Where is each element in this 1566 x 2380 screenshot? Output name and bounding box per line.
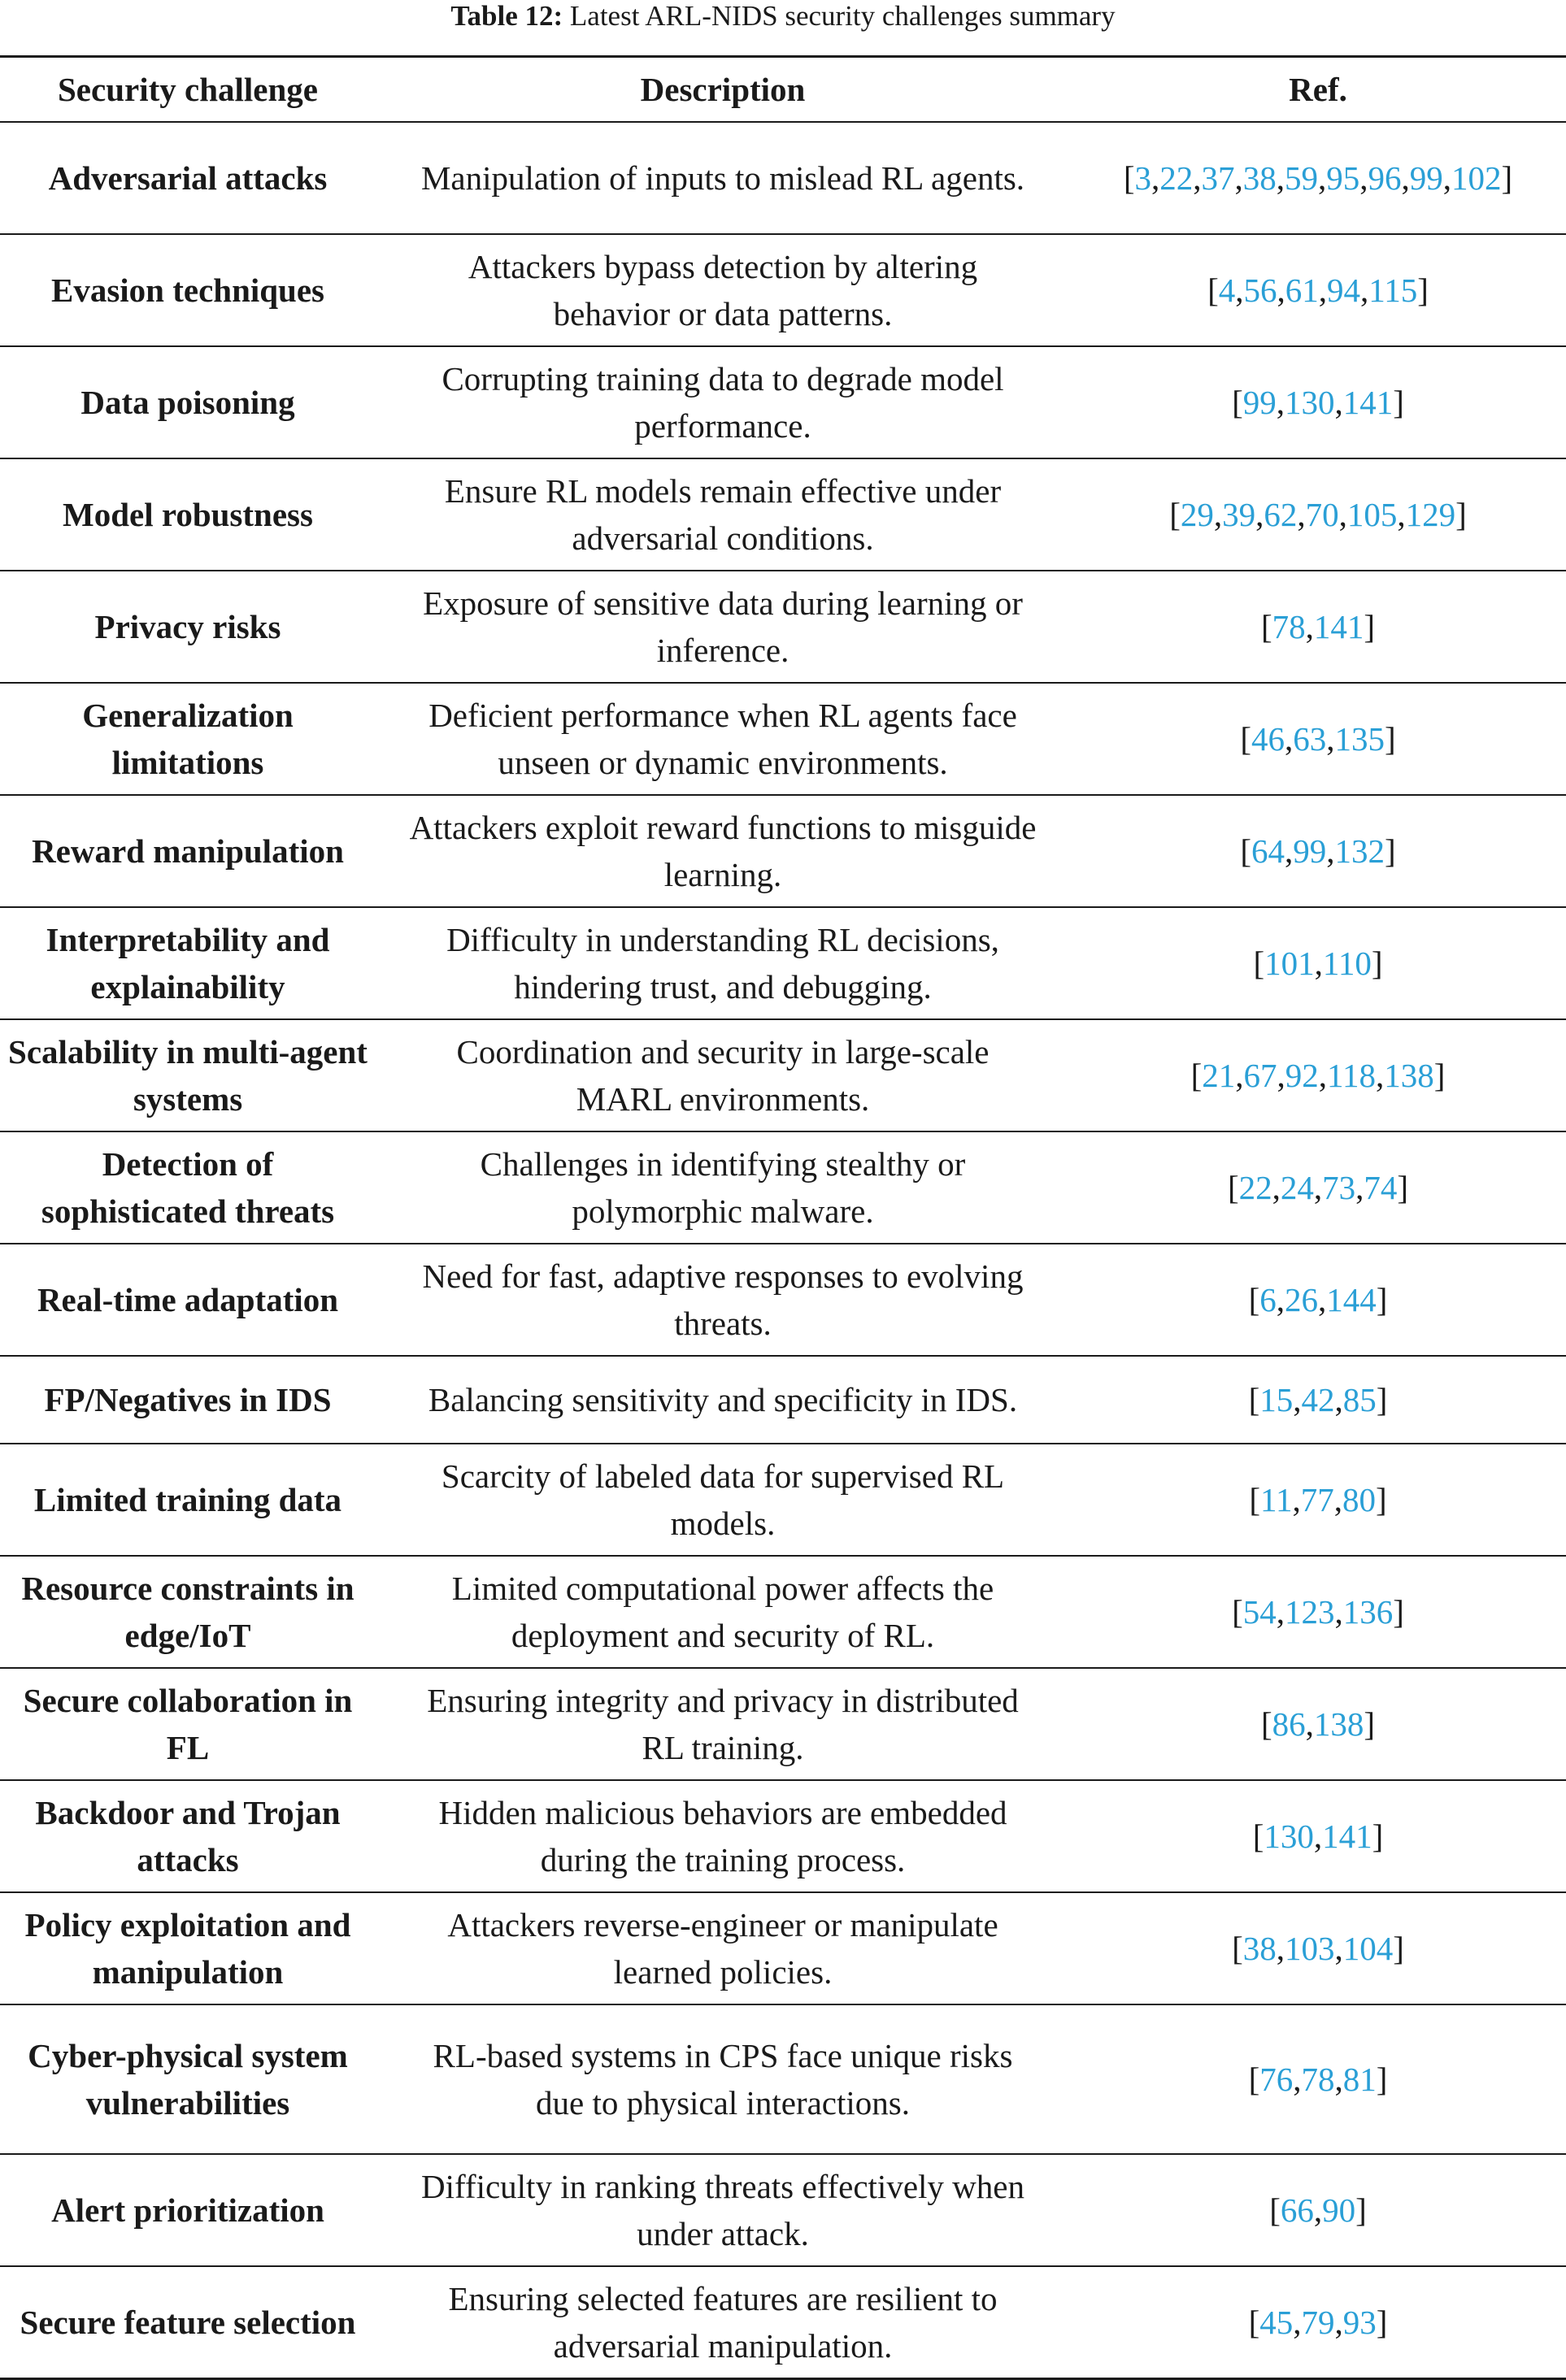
ref-cell bbox=[1070, 907, 1566, 1019]
ref-bracket-open: [ bbox=[1260, 608, 1272, 645]
challenge-cell: Secure collaboration in FL bbox=[0, 1668, 376, 1780]
ref-link[interactable]: 141 bbox=[1322, 1818, 1372, 1855]
ref-cell bbox=[1070, 346, 1566, 458]
ref-bracket-close: ] bbox=[1393, 1593, 1404, 1631]
ref-link[interactable]: 118 bbox=[1327, 1057, 1376, 1094]
challenge-cell: Scalability in multi-agent systems bbox=[0, 1019, 376, 1131]
ref-cell bbox=[1070, 234, 1566, 346]
description-cell: Balancing sensitivity and specificity in IDS. bbox=[376, 1356, 1070, 1444]
table-row bbox=[0, 1244, 1566, 1356]
description-cell: RL-based systems in CPS face unique risks due to physical interactions. bbox=[376, 2004, 1070, 2154]
challenge-cell: FP/Negatives in IDS bbox=[0, 1356, 376, 1444]
ref-link[interactable]: 105 bbox=[1346, 496, 1398, 533]
ref-link[interactable]: 141 bbox=[1313, 608, 1364, 645]
ref-separator: , bbox=[1305, 608, 1314, 645]
description-cell: Challenges in identifying stealthy or polymorphic malware. bbox=[376, 1131, 1070, 1244]
ref-link[interactable]: 76 bbox=[1259, 2061, 1294, 2098]
ref-bracket-open: [ bbox=[1232, 1930, 1243, 1967]
description-cell: Attackers exploit reward functions to misguide learning. bbox=[376, 795, 1070, 907]
description-cell: Hidden malicious behaviors are embedded during the training process. bbox=[376, 1780, 1070, 1892]
ref-link[interactable]: 54 bbox=[1242, 1593, 1277, 1631]
ref-cell bbox=[1070, 1780, 1566, 1892]
ref-separator: , bbox=[1360, 271, 1369, 309]
table-row bbox=[0, 1356, 1566, 1444]
ref-bracket-close: ] bbox=[1376, 2061, 1388, 2098]
ref-link[interactable]: 45 bbox=[1259, 2304, 1294, 2341]
challenge-cell: Privacy risks bbox=[0, 571, 376, 683]
ref-link[interactable]: 130 bbox=[1264, 1818, 1314, 1855]
table-row bbox=[0, 571, 1566, 683]
ref-link[interactable]: 93 bbox=[1342, 2304, 1377, 2341]
ref-cell bbox=[1070, 1244, 1566, 1356]
ref-link[interactable]: 96 bbox=[1368, 159, 1402, 197]
ref-separator: , bbox=[1318, 1057, 1327, 1094]
ref-separator: , bbox=[1277, 271, 1285, 309]
ref-separator: , bbox=[1326, 832, 1335, 870]
challenge-cell: Adversarial attacks bbox=[0, 122, 376, 234]
description-cell: Coordination and security in large-scale MARL environments. bbox=[376, 1019, 1070, 1131]
ref-bracket-open: [ bbox=[1240, 720, 1251, 758]
table-header-row bbox=[0, 57, 1566, 123]
challenge-cell: Resource constraints in edge/IoT bbox=[0, 1556, 376, 1668]
ref-separator: , bbox=[1318, 159, 1327, 197]
ref-separator: , bbox=[1272, 1169, 1281, 1206]
ref-cell bbox=[1070, 1556, 1566, 1668]
ref-bracket-close: ] bbox=[1372, 1818, 1384, 1855]
challenge-cell: Interpretability and explainability bbox=[0, 907, 376, 1019]
ref-bracket-open: [ bbox=[1252, 1818, 1264, 1855]
ref-link[interactable]: 22 bbox=[1159, 159, 1194, 197]
ref-link[interactable]: 110 bbox=[1322, 945, 1372, 982]
ref-cell bbox=[1070, 1892, 1566, 2004]
ref-link[interactable]: 22 bbox=[1238, 1169, 1272, 1206]
ref-separator: , bbox=[1313, 1169, 1323, 1206]
ref-link[interactable]: 4 bbox=[1218, 271, 1236, 309]
description-cell: Exposure of sensitive data during learning or inference. bbox=[376, 571, 1070, 683]
ref-link[interactable]: 86 bbox=[1272, 1705, 1306, 1743]
ref-separator: , bbox=[1401, 159, 1410, 197]
ref-separator: , bbox=[1442, 159, 1451, 197]
ref-link[interactable]: 138 bbox=[1313, 1705, 1364, 1743]
ref-bracket-close: ] bbox=[1376, 1281, 1388, 1318]
ref-bracket-close: ] bbox=[1376, 1381, 1388, 1418]
ref-separator: , bbox=[1313, 2191, 1323, 2229]
ref-link[interactable]: 37 bbox=[1201, 159, 1235, 197]
description-cell: Attackers bypass detection by altering behavior or data patterns. bbox=[376, 234, 1070, 346]
ref-link[interactable]: 94 bbox=[1327, 271, 1360, 309]
ref-separator: , bbox=[1334, 1930, 1343, 1967]
ref-link[interactable]: 102 bbox=[1451, 159, 1502, 197]
challenge-cell: Policy exploitation and manipulation bbox=[0, 1892, 376, 2004]
ref-bracket-open: [ bbox=[1248, 2304, 1260, 2341]
header-ref: Ref. bbox=[1070, 57, 1566, 123]
challenge-cell: Model robustness bbox=[0, 458, 376, 571]
ref-separator: , bbox=[1193, 159, 1202, 197]
ref-link[interactable]: 90 bbox=[1322, 2191, 1356, 2229]
table-row bbox=[0, 907, 1566, 1019]
table-caption-label: Table 12: bbox=[450, 0, 563, 32]
ref-separator: , bbox=[1293, 1381, 1302, 1418]
ref-link[interactable]: 77 bbox=[1300, 1481, 1334, 1518]
ref-cell bbox=[1070, 571, 1566, 683]
table-row bbox=[0, 122, 1566, 234]
ref-separator: , bbox=[1318, 1281, 1327, 1318]
ref-bracket-open: [ bbox=[1248, 1381, 1260, 1418]
ref-link[interactable]: 144 bbox=[1326, 1281, 1377, 1318]
ref-cell bbox=[1070, 2154, 1566, 2266]
security-challenges-table bbox=[0, 55, 1566, 2380]
ref-separator: , bbox=[1293, 2061, 1302, 2098]
challenge-cell: Real-time adaptation bbox=[0, 1244, 376, 1356]
ref-bracket-open: [ bbox=[1169, 496, 1181, 533]
ref-bracket-close: ] bbox=[1393, 1930, 1404, 1967]
ref-bracket-open: [ bbox=[1123, 159, 1135, 197]
ref-link[interactable]: 46 bbox=[1251, 720, 1285, 758]
ref-separator: , bbox=[1326, 720, 1335, 758]
ref-separator: , bbox=[1397, 496, 1406, 533]
description-cell: Difficulty in understanding RL decisions, hindering trust, and debugging. bbox=[376, 907, 1070, 1019]
description-cell: Attackers reverse-engineer or manipulate learned policies. bbox=[376, 1892, 1070, 2004]
description-cell: Need for fast, adaptive responses to evolving threats. bbox=[376, 1244, 1070, 1356]
ref-cell bbox=[1070, 795, 1566, 907]
description-cell: Ensuring integrity and privacy in distributed RL training. bbox=[376, 1668, 1070, 1780]
ref-bracket-open: [ bbox=[1232, 384, 1243, 421]
ref-bracket-open: [ bbox=[1207, 271, 1219, 309]
ref-bracket-open: [ bbox=[1232, 1593, 1243, 1631]
ref-separator: , bbox=[1334, 1593, 1343, 1631]
ref-link[interactable]: 81 bbox=[1342, 2061, 1377, 2098]
table-row bbox=[0, 346, 1566, 458]
table-caption bbox=[0, 0, 1566, 34]
challenge-cell: Evasion techniques bbox=[0, 234, 376, 346]
ref-link[interactable]: 62 bbox=[1264, 496, 1298, 533]
ref-bracket-open: [ bbox=[1249, 1481, 1260, 1518]
ref-link[interactable]: 85 bbox=[1342, 1381, 1377, 1418]
ref-link[interactable]: 59 bbox=[1285, 159, 1318, 197]
header-security-challenge: Security challenge bbox=[0, 57, 376, 123]
ref-separator: , bbox=[1235, 1057, 1244, 1094]
table-row bbox=[0, 234, 1566, 346]
ref-bracket-close: ] bbox=[1501, 159, 1513, 197]
ref-bracket-open: [ bbox=[1248, 2061, 1260, 2098]
ref-separator: , bbox=[1355, 1169, 1364, 1206]
ref-link[interactable]: 80 bbox=[1342, 1481, 1376, 1518]
table-row bbox=[0, 1131, 1566, 1244]
description-cell: Ensuring selected features are resilient to adversarial manipulation. bbox=[376, 2266, 1070, 2379]
description-cell: Limited computational power affects the deployment and security of RL. bbox=[376, 1556, 1070, 1668]
ref-cell bbox=[1070, 458, 1566, 571]
challenge-cell: Detection of sophisticated threats bbox=[0, 1131, 376, 1244]
ref-separator: , bbox=[1277, 1057, 1285, 1094]
ref-link[interactable]: 78 bbox=[1301, 2061, 1335, 2098]
ref-bracket-open: [ bbox=[1260, 1705, 1272, 1743]
table-caption-text: Latest ARL-NIDS security challenges summary bbox=[569, 0, 1116, 32]
ref-cell bbox=[1070, 2004, 1566, 2154]
challenge-cell: Generalization limitations bbox=[0, 683, 376, 795]
ref-link[interactable]: 103 bbox=[1285, 1930, 1335, 1967]
description-cell: Manipulation of inputs to mislead RL agents. bbox=[376, 122, 1070, 234]
description-cell: Deficient performance when RL agents face unseen or dynamic environments. bbox=[376, 683, 1070, 795]
ref-link[interactable]: 29 bbox=[1180, 496, 1214, 533]
ref-bracket-close: ] bbox=[1364, 1705, 1376, 1743]
challenge-cell: Limited training data bbox=[0, 1444, 376, 1556]
ref-separator: , bbox=[1285, 720, 1294, 758]
ref-bracket-close: ] bbox=[1393, 384, 1404, 421]
challenge-cell: Secure feature selection bbox=[0, 2266, 376, 2379]
ref-separator: , bbox=[1338, 496, 1347, 533]
ref-bracket-close: ] bbox=[1385, 720, 1396, 758]
ref-link[interactable]: 130 bbox=[1285, 384, 1335, 421]
ref-separator: , bbox=[1334, 2061, 1343, 2098]
ref-link[interactable]: 92 bbox=[1285, 1057, 1319, 1094]
ref-link[interactable]: 135 bbox=[1334, 720, 1385, 758]
table-row bbox=[0, 2004, 1566, 2154]
ref-separator: , bbox=[1333, 1481, 1342, 1518]
ref-link[interactable]: 95 bbox=[1326, 159, 1360, 197]
ref-separator: , bbox=[1276, 384, 1285, 421]
ref-bracket-close: ] bbox=[1376, 2304, 1388, 2341]
ref-separator: , bbox=[1293, 2304, 1302, 2341]
table-row bbox=[0, 1444, 1566, 1556]
ref-link[interactable]: 138 bbox=[1384, 1057, 1434, 1094]
ref-bracket-close: ] bbox=[1355, 2191, 1367, 2229]
ref-cell bbox=[1070, 2266, 1566, 2379]
table-row bbox=[0, 1019, 1566, 1131]
ref-cell bbox=[1070, 1019, 1566, 1131]
ref-link[interactable]: 70 bbox=[1305, 496, 1339, 533]
ref-bracket-open: [ bbox=[1190, 1057, 1203, 1094]
ref-separator: , bbox=[1276, 1281, 1285, 1318]
ref-link[interactable]: 6 bbox=[1259, 1281, 1277, 1318]
ref-link[interactable]: 73 bbox=[1322, 1169, 1356, 1206]
ref-link[interactable]: 42 bbox=[1301, 1381, 1335, 1418]
ref-separator: , bbox=[1234, 159, 1243, 197]
ref-separator: , bbox=[1318, 271, 1327, 309]
ref-separator: , bbox=[1314, 945, 1323, 982]
ref-link[interactable]: 67 bbox=[1243, 1057, 1277, 1094]
challenge-cell: Reward manipulation bbox=[0, 795, 376, 907]
table-row bbox=[0, 1892, 1566, 2004]
description-cell: Difficulty in ranking threats effectively when under attack. bbox=[376, 2154, 1070, 2266]
ref-bracket-close: ] bbox=[1385, 832, 1396, 870]
ref-bracket-close: ] bbox=[1455, 496, 1467, 533]
ref-bracket-close: ] bbox=[1433, 1057, 1446, 1094]
ref-separator: , bbox=[1276, 159, 1285, 197]
ref-separator: , bbox=[1151, 159, 1160, 197]
ref-link[interactable]: 78 bbox=[1272, 608, 1306, 645]
ref-bracket-close: ] bbox=[1371, 945, 1383, 982]
table-row bbox=[0, 2154, 1566, 2266]
ref-bracket-close: ] bbox=[1397, 1169, 1409, 1206]
ref-cell bbox=[1070, 1444, 1566, 1556]
challenge-cell: Data poisoning bbox=[0, 346, 376, 458]
ref-bracket-open: [ bbox=[1248, 1281, 1260, 1318]
ref-separator: , bbox=[1285, 832, 1294, 870]
ref-cell bbox=[1070, 1668, 1566, 1780]
ref-link[interactable]: 104 bbox=[1342, 1930, 1394, 1967]
ref-bracket-close: ] bbox=[1417, 271, 1429, 309]
table-row bbox=[0, 2266, 1566, 2379]
ref-link[interactable]: 15 bbox=[1259, 1381, 1294, 1418]
ref-link[interactable]: 24 bbox=[1280, 1169, 1314, 1206]
ref-link[interactable]: 129 bbox=[1405, 496, 1456, 533]
ref-link[interactable]: 99 bbox=[1409, 159, 1443, 197]
ref-cell bbox=[1070, 1131, 1566, 1244]
ref-separator: , bbox=[1334, 2304, 1343, 2341]
ref-link[interactable]: 132 bbox=[1334, 832, 1385, 870]
ref-link[interactable]: 115 bbox=[1368, 271, 1418, 309]
ref-link[interactable]: 21 bbox=[1202, 1057, 1236, 1094]
ref-link[interactable]: 38 bbox=[1242, 1930, 1277, 1967]
ref-separator: , bbox=[1292, 1481, 1301, 1518]
description-cell: Ensure RL models remain effective under adversarial conditions. bbox=[376, 458, 1070, 571]
table-row bbox=[0, 1556, 1566, 1668]
ref-link[interactable]: 56 bbox=[1243, 271, 1277, 309]
ref-link[interactable]: 136 bbox=[1342, 1593, 1394, 1631]
ref-bracket-close: ] bbox=[1364, 608, 1376, 645]
ref-link[interactable]: 63 bbox=[1293, 720, 1327, 758]
ref-link[interactable]: 11 bbox=[1260, 1481, 1293, 1518]
ref-link[interactable]: 61 bbox=[1285, 271, 1319, 309]
ref-separator: , bbox=[1276, 1593, 1285, 1631]
ref-bracket-close: ] bbox=[1375, 1481, 1387, 1518]
ref-link[interactable]: 39 bbox=[1222, 496, 1256, 533]
description-cell: Scarcity of labeled data for supervised RL models. bbox=[376, 1444, 1070, 1556]
table-row bbox=[0, 683, 1566, 795]
challenge-cell: Alert prioritization bbox=[0, 2154, 376, 2266]
ref-link[interactable]: 3 bbox=[1134, 159, 1151, 197]
ref-separator: , bbox=[1313, 1818, 1323, 1855]
table-row bbox=[0, 795, 1566, 907]
ref-bracket-open: [ bbox=[1240, 832, 1251, 870]
ref-separator: , bbox=[1297, 496, 1306, 533]
ref-separator: , bbox=[1213, 496, 1223, 533]
ref-link[interactable]: 26 bbox=[1285, 1281, 1318, 1318]
ref-separator: , bbox=[1375, 1057, 1385, 1094]
ref-separator: , bbox=[1334, 1381, 1343, 1418]
table-row bbox=[0, 1668, 1566, 1780]
ref-link[interactable]: 64 bbox=[1251, 832, 1285, 870]
ref-link[interactable]: 101 bbox=[1264, 945, 1315, 982]
ref-separator: , bbox=[1255, 496, 1264, 533]
ref-separator: , bbox=[1305, 1705, 1314, 1743]
ref-cell bbox=[1070, 683, 1566, 795]
ref-link[interactable]: 74 bbox=[1364, 1169, 1398, 1206]
ref-separator: , bbox=[1334, 384, 1343, 421]
ref-cell bbox=[1070, 1356, 1566, 1444]
ref-link[interactable]: 79 bbox=[1301, 2304, 1335, 2341]
ref-link[interactable]: 66 bbox=[1280, 2191, 1314, 2229]
ref-cell bbox=[1070, 122, 1566, 234]
ref-link[interactable]: 141 bbox=[1342, 384, 1394, 421]
header-description: Description bbox=[376, 57, 1070, 123]
table-row bbox=[0, 458, 1566, 571]
ref-separator: , bbox=[1359, 159, 1368, 197]
challenge-cell: Backdoor and Trojan attacks bbox=[0, 1780, 376, 1892]
ref-separator: , bbox=[1235, 271, 1244, 309]
ref-link[interactable]: 38 bbox=[1242, 159, 1277, 197]
challenge-cell: Cyber-physical system vulnerabilities bbox=[0, 2004, 376, 2154]
table-row bbox=[0, 1780, 1566, 1892]
ref-bracket-open: [ bbox=[1269, 2191, 1281, 2229]
ref-link[interactable]: 123 bbox=[1285, 1593, 1335, 1631]
ref-link[interactable]: 99 bbox=[1242, 384, 1277, 421]
description-cell: Corrupting training data to degrade model performance. bbox=[376, 346, 1070, 458]
ref-bracket-open: [ bbox=[1227, 1169, 1239, 1206]
ref-separator: , bbox=[1276, 1930, 1285, 1967]
ref-link[interactable]: 99 bbox=[1293, 832, 1327, 870]
ref-bracket-open: [ bbox=[1253, 945, 1265, 982]
